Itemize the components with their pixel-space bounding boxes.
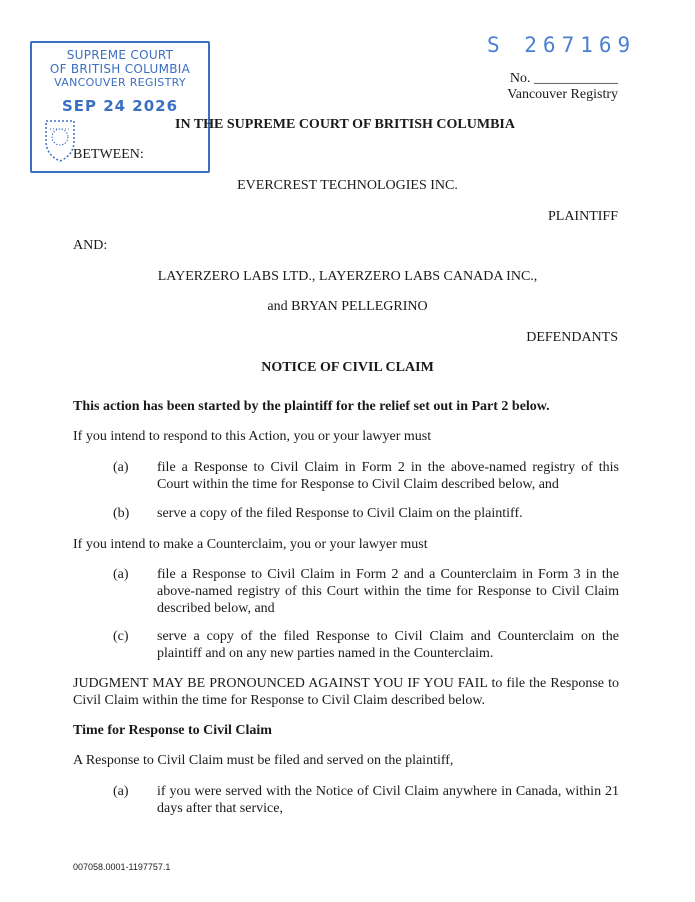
respond-intro: If you intend to respond to this Action, you or your lawyer must [73,429,432,444]
between-label: BETWEEN: [73,147,144,162]
counterclaim-item-label: (c) [113,629,129,644]
action-statement: This action has been started by the plaintiff for the relief set out in Part 2 below. [73,399,550,414]
registry-label: Vancouver Registry [507,87,618,102]
time-intro: A Response to Civil Claim must be filed and served on the plaintiff, [73,753,454,768]
document-title: NOTICE OF CIVIL CLAIM [261,360,434,375]
respond-item-label: (b) [113,506,130,521]
judgment-warning: JUDGMENT MAY BE PRONOUNCED AGAINST YOU IF YOU FAIL to file the Response to Civil Claim within the time for Response to Civil Claim described below. [73,676,619,708]
file-no-label: No. ____________ [509,71,618,86]
document-reference: 007058.0001-1197757.1 [73,862,171,872]
time-heading: Time for Response to Civil Claim [73,723,272,738]
counterclaim-intro: If you intend to make a Counterclaim, you or your lawyer must [73,537,428,552]
counterclaim-item-text: serve a copy of the filed Response to Civil Claim and Counterclaim on the plaintiff and on any new parties named in the Counterclaim. [157,629,619,661]
defendants-role: DEFENDANTS [526,330,618,345]
court-heading: IN THE SUPREME COURT OF BRITISH COLUMBIA [175,117,515,132]
defendants-names: LAYERZERO LABS LTD., LAYERZERO LABS CANADA INC., [157,269,538,284]
time-item-label: (a) [113,784,129,799]
plaintiff-role: PLAINTIFF [547,209,618,224]
respond-item-text: file a Response to Civil Claim in Form 2 in the above-named registry of this Court within the time for Response to Civil Claim described below, and [157,460,619,492]
counterclaim-item-label: (a) [113,567,129,582]
defendants-names-continued: and BRYAN PELLEGRINO [267,299,428,314]
and-label: AND: [73,238,108,253]
respond-item-text: serve a copy of the filed Response to Civil Claim on the plaintiff. [157,506,523,521]
respond-item-label: (a) [113,460,129,475]
plaintiff-name: EVERCREST TECHNOLOGIES INC. [237,178,458,193]
stamp-registry-line: VANCOUVER REGISTRY [54,76,186,89]
stamp-date: SEP 24 2026 [61,97,179,115]
counterclaim-item-text: file a Response to Civil Claim in Form 2 and a Counterclaim in Form 3 in the above-named registry of this Court within the time for Response to Civil Claim described below, and [157,567,619,616]
time-item-text: if you were served with the Notice of Civil Claim anywhere in Canada, within 21 days after that service, [157,784,619,816]
stamp-province-line: OF BRITISH COLUMBIA [49,62,191,76]
stamp-court-line: SUPREME COURT [66,48,174,62]
court-file-number: S 267169 [487,33,637,57]
